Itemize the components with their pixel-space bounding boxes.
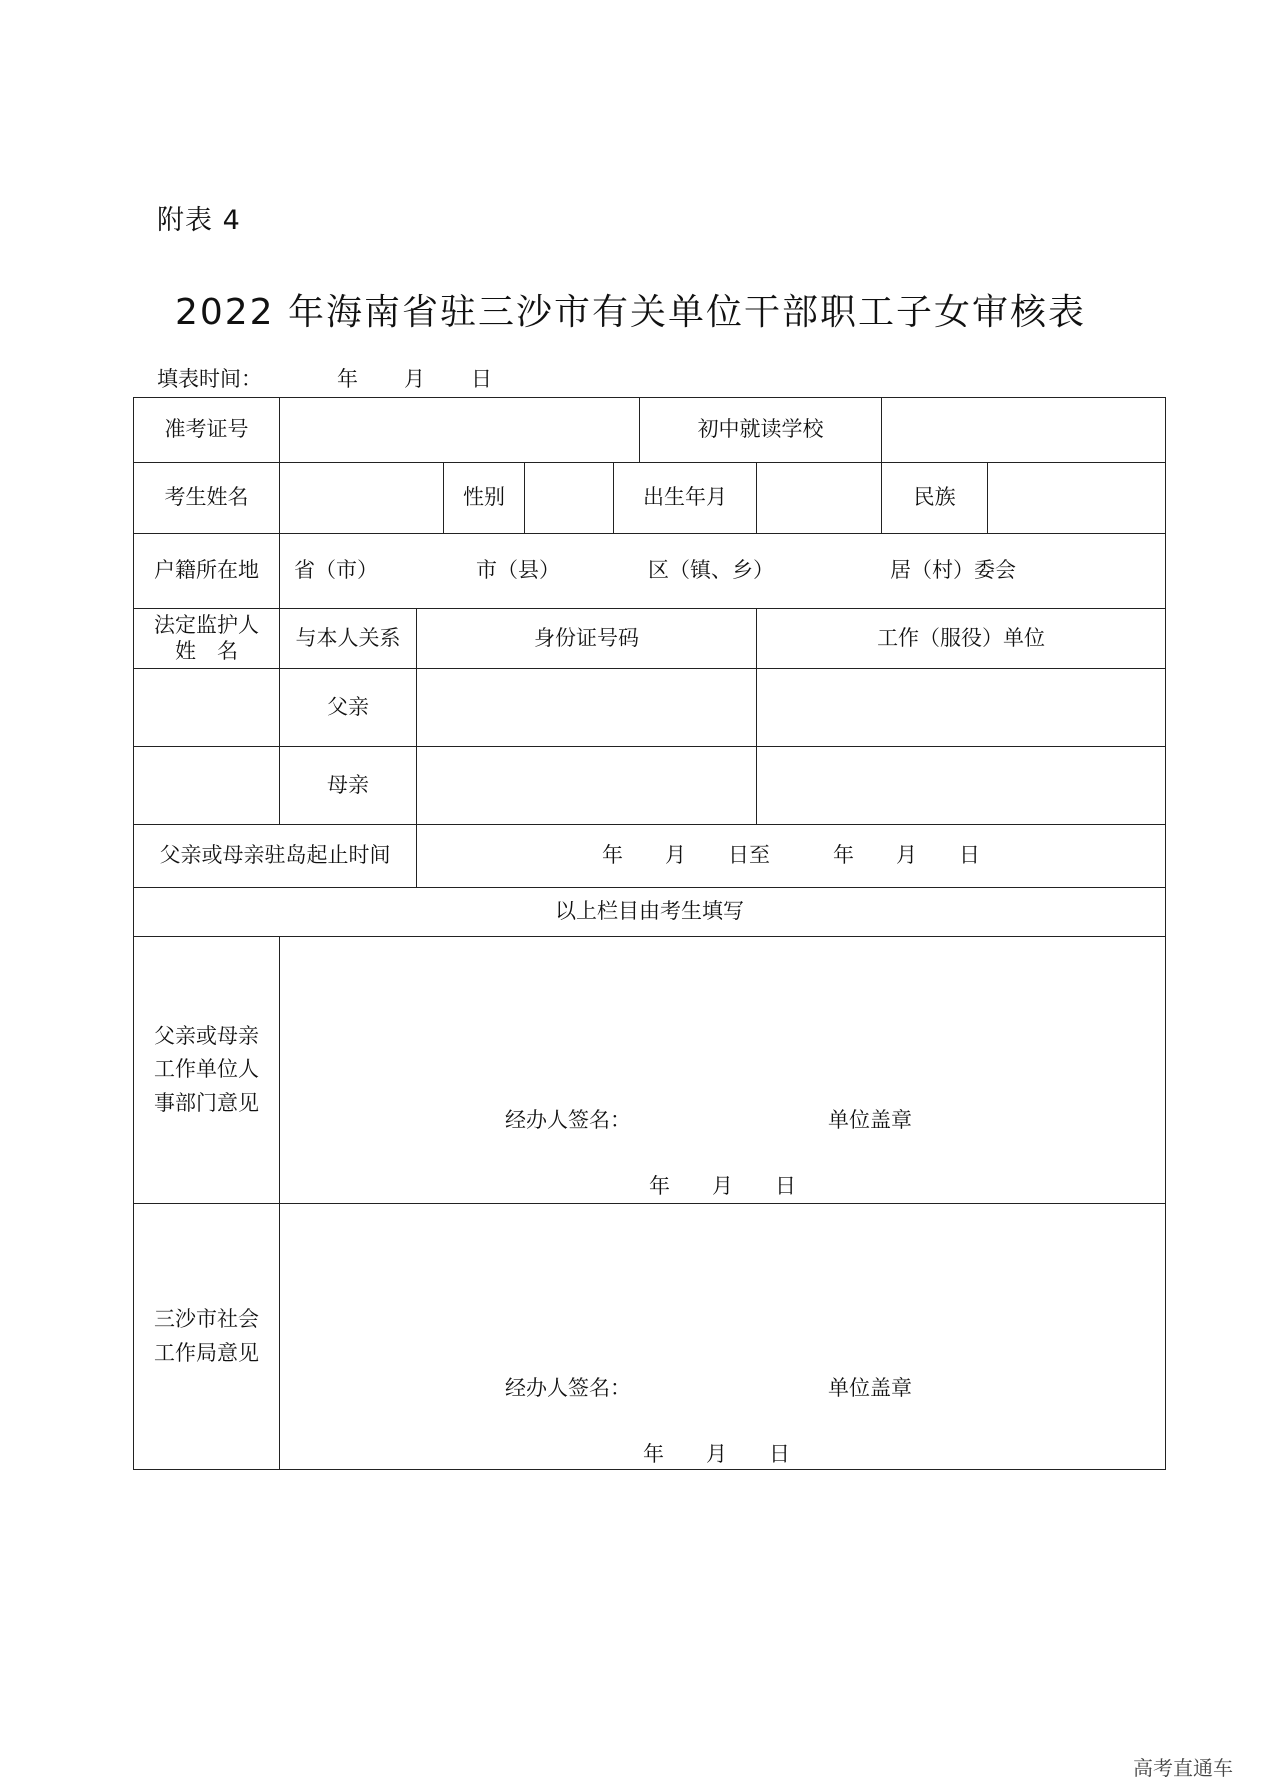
father-relation: 父亲: [280, 669, 417, 747]
row-guardian-header: [134, 609, 1166, 669]
father-unit-field[interactable]: [757, 669, 1166, 747]
row-household: [134, 534, 1166, 609]
name-label: 考生姓名: [134, 463, 280, 534]
father-id-field[interactable]: [417, 669, 757, 747]
guardian-name-label: 法定监护人 姓 名: [134, 609, 280, 669]
mother-relation: 母亲: [280, 747, 417, 825]
student-fill-note: 以上栏目由考生填写: [134, 888, 1166, 937]
id-label: 身份证号码: [417, 609, 757, 669]
sansha-signer-label: 经办人签名：: [505, 1376, 631, 1400]
household-field[interactable]: [280, 534, 1166, 609]
name-field[interactable]: [280, 463, 444, 534]
father-name-field[interactable]: [134, 669, 280, 747]
row-sansha-opinion: [134, 1204, 1166, 1470]
form-title: 2022 年海南省驻三沙市有关单位干部职工子女审核表: [174, 292, 1087, 333]
unit-opinion-field[interactable]: [280, 937, 1166, 1204]
row-guardian-father: [134, 669, 1166, 747]
unit-opinion-date: 年 月 日: [649, 1174, 796, 1198]
gender-field[interactable]: [525, 463, 614, 534]
row-student-info: [134, 463, 1166, 534]
fill-date-day: 日: [471, 367, 492, 391]
row-unit-opinion: [134, 937, 1166, 1204]
stay-period-label: 父亲或母亲驻岛起止时间: [134, 825, 417, 888]
mother-id-field[interactable]: [417, 747, 757, 825]
middle-school-field[interactable]: [882, 398, 1166, 463]
gender-label: 性别: [444, 463, 525, 534]
household-province: 省（市）: [294, 558, 378, 583]
sansha-opinion-label: 三沙市社会 工作局意见: [134, 1204, 280, 1470]
household-city: 市（县）: [476, 558, 560, 583]
work-unit-label: 工作（服役）单位: [757, 609, 1166, 669]
middle-school-label: 初中就读学校: [640, 398, 882, 463]
unit-opinion-label: 父亲或母亲 工作单位人 事部门意见: [134, 937, 280, 1204]
row-exam-no: [134, 398, 1166, 463]
row-student-note: [134, 888, 1166, 937]
sansha-opinion-date: 年 月 日: [643, 1442, 790, 1466]
sansha-seal-label: 单位盖章: [828, 1376, 912, 1400]
household-village: 居（村）委会: [890, 558, 1016, 583]
sansha-opinion-field[interactable]: [280, 1204, 1166, 1470]
birth-label: 出生年月: [614, 463, 757, 534]
fill-date-year: 年: [337, 367, 358, 391]
relation-label: 与本人关系: [280, 609, 417, 669]
unit-seal-label: 单位盖章: [828, 1108, 912, 1132]
row-guardian-mother: [134, 747, 1166, 825]
exam-no-field[interactable]: [280, 398, 640, 463]
appendix-label: 附表 4: [157, 205, 241, 236]
birth-field[interactable]: [757, 463, 882, 534]
ethnicity-field[interactable]: [988, 463, 1166, 534]
unit-signer-label: 经办人签名：: [505, 1108, 631, 1132]
mother-unit-field[interactable]: [757, 747, 1166, 825]
review-form-table: [133, 397, 1166, 1470]
ethnicity-label: 民族: [882, 463, 988, 534]
row-stay-period: [134, 825, 1166, 888]
fill-date: [157, 363, 492, 393]
household-district: 区（镇、乡）: [648, 558, 774, 583]
fill-date-label: 填表时间：: [157, 367, 262, 391]
watermark: 高考直通车: [1133, 1756, 1233, 1780]
stay-period-field[interactable]: 年 月 日至 年 月 日: [417, 825, 1166, 888]
exam-no-label: 准考证号: [134, 398, 280, 463]
fill-date-month: 月: [404, 367, 425, 391]
mother-name-field[interactable]: [134, 747, 280, 825]
household-label: 户籍所在地: [134, 534, 280, 609]
